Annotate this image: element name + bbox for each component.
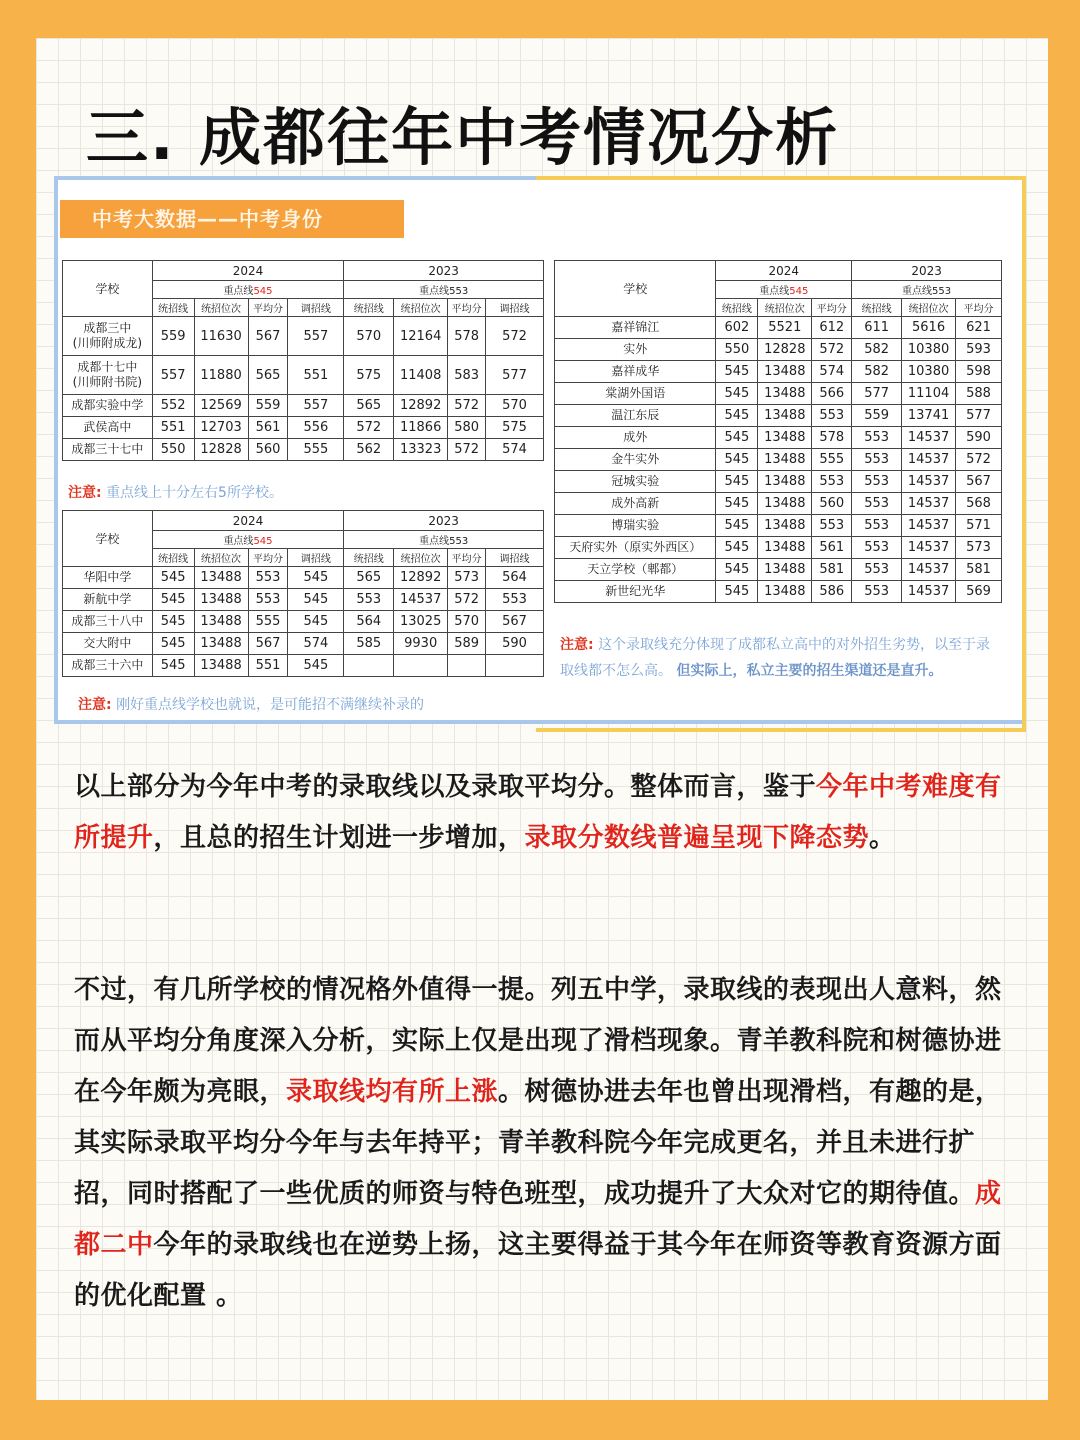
table-cell: 553 <box>852 449 902 471</box>
table-row <box>63 655 544 677</box>
table-cell: 581 <box>956 559 1002 581</box>
table-row <box>63 611 544 633</box>
note-text: 刚好重点线学校也就说，是可能招不满继续补录的 <box>116 697 425 713</box>
col-header: 统招位次 <box>394 549 448 567</box>
col-header: 平均分 <box>448 299 486 317</box>
col-header: 统招位次 <box>194 299 248 317</box>
table-cell: 5616 <box>902 317 956 339</box>
line-2024: 重点线545 <box>152 531 344 549</box>
year-2024-header: 2024 <box>152 511 344 531</box>
table-cell: 567 <box>956 471 1002 493</box>
table-cell: 13488 <box>194 567 248 589</box>
table-row <box>63 439 544 461</box>
note-2 <box>78 694 424 714</box>
col-header: 平均分 <box>248 299 288 317</box>
school-name: 成外 <box>555 427 716 449</box>
note-text: 这个录取线充分体现了成都私立高中的对外招生劣势，以至于录取线都不怎么高。 <box>560 637 991 679</box>
school-name: 金牛实外 <box>555 449 716 471</box>
table-cell <box>486 655 544 677</box>
table-row <box>555 449 1002 471</box>
table-cell: 590 <box>486 633 544 655</box>
table-cell: 550 <box>716 339 758 361</box>
col-header: 统招线 <box>344 299 394 317</box>
col-header: 统招位次 <box>394 299 448 317</box>
table-cell: 545 <box>288 611 344 633</box>
col-header: 平均分 <box>812 299 852 317</box>
table-cell: 577 <box>852 383 902 405</box>
table-cell <box>394 655 448 677</box>
line-2024: 重点线545 <box>152 281 344 299</box>
table-row <box>63 633 544 655</box>
school-name: 博瑞实验 <box>555 515 716 537</box>
table-cell: 570 <box>344 317 394 356</box>
table-cell: 578 <box>812 427 852 449</box>
table-cell: 572 <box>448 395 486 417</box>
table-cell: 567 <box>248 317 288 356</box>
table-cell: 13488 <box>758 581 812 603</box>
table-cell <box>448 655 486 677</box>
table-row <box>555 361 1002 383</box>
col-header: 平均分 <box>448 549 486 567</box>
school-name: 嘉祥锦江 <box>555 317 716 339</box>
school-name-line: 成都实验中学 <box>71 398 144 412</box>
col-header: 统招线 <box>852 299 902 317</box>
table-cell: 13488 <box>758 493 812 515</box>
school-name: 温江东辰 <box>555 405 716 427</box>
table-cell <box>344 655 394 677</box>
table-cell: 13025 <box>394 611 448 633</box>
table-cell: 582 <box>852 361 902 383</box>
table-cell: 550 <box>152 439 194 461</box>
note-text-bold: 但实际上，私立主要的招生渠道还是直升。 <box>676 663 943 679</box>
table-cell: 564 <box>344 611 394 633</box>
text-run: 。树德协进去年也曾出现滑档，有趣的是，其实际录取平均分今年与去年持平；青羊教科院今年完成更名，并且未进行扩招，同时搭配了一些优质的师资与特色班型，成功提升了大众对它的期待值。 <box>74 1077 1002 1209</box>
table-row <box>555 339 1002 361</box>
table-cell: 553 <box>344 589 394 611</box>
table-cell: 572 <box>486 317 544 356</box>
table-cell: 555 <box>288 439 344 461</box>
table-cell: 553 <box>852 559 902 581</box>
table-cell: 14537 <box>394 589 448 611</box>
line-2024: 重点线545 <box>716 281 852 299</box>
col-header: 平均分 <box>248 549 288 567</box>
table-cell: 574 <box>288 633 344 655</box>
table-cell: 11880 <box>194 356 248 395</box>
school-name <box>63 317 153 356</box>
table-borderline-schools <box>62 510 544 677</box>
table-cell: 13488 <box>758 383 812 405</box>
school-name-line: 成都十七中 <box>77 360 138 374</box>
table-cell: 557 <box>288 317 344 356</box>
table-cell: 13488 <box>194 589 248 611</box>
school-name: 成都三十六中 <box>63 655 153 677</box>
table-cell: 11630 <box>194 317 248 356</box>
school-name <box>63 439 153 461</box>
note-1 <box>68 482 283 502</box>
table-cell: 14537 <box>902 493 956 515</box>
col-header: 平均分 <box>956 299 1002 317</box>
col-header: 统招线 <box>152 549 194 567</box>
table-cell: 13323 <box>394 439 448 461</box>
table-cell: 553 <box>248 589 288 611</box>
table-cell: 10380 <box>902 339 956 361</box>
note-label: 注意: <box>78 697 112 713</box>
table-cell: 555 <box>248 611 288 633</box>
table-cell: 561 <box>248 417 288 439</box>
table-row <box>555 515 1002 537</box>
line-2023: 重点线553 <box>344 281 544 299</box>
table-cell: 568 <box>956 493 1002 515</box>
table-cell: 545 <box>716 559 758 581</box>
year-2023-header: 2023 <box>852 261 1002 281</box>
school-name: 天立学校（郫都） <box>555 559 716 581</box>
table-cell: 12164 <box>394 317 448 356</box>
table-cell: 621 <box>956 317 1002 339</box>
table-row <box>555 537 1002 559</box>
table-cell: 553 <box>852 427 902 449</box>
table-cell: 572 <box>956 449 1002 471</box>
table-cell: 553 <box>852 537 902 559</box>
table-cell: 545 <box>716 449 758 471</box>
table-cell: 574 <box>486 439 544 461</box>
table-cell: 13741 <box>902 405 956 427</box>
text-run: 以上部分为今年中考的录取线以及录取平均分。整体而言，鉴于 <box>74 772 817 802</box>
highlight-text: 录取分数线普遍呈现下降态势 <box>524 823 870 853</box>
table-cell: 9930 <box>394 633 448 655</box>
table-cell: 545 <box>152 633 194 655</box>
table-cell: 545 <box>716 581 758 603</box>
school-name-line: 成都三中 <box>83 321 132 335</box>
table-cell: 545 <box>288 589 344 611</box>
text-run: 今年的录取线也在逆势上扬，这主要得益于其今年在师资等教育资源方面的优化配置 。 <box>74 1230 1002 1311</box>
table-cell: 545 <box>716 493 758 515</box>
col-header: 统招线 <box>152 299 194 317</box>
table-cell: 572 <box>812 339 852 361</box>
table-cell: 14537 <box>902 427 956 449</box>
table-cell: 545 <box>716 515 758 537</box>
table-cell: 567 <box>248 633 288 655</box>
school-name-line: 武侯高中 <box>83 420 132 434</box>
table-cell: 598 <box>956 361 1002 383</box>
note-label: 注意: <box>68 485 102 501</box>
table-cell: 569 <box>956 581 1002 603</box>
table-cell: 556 <box>288 417 344 439</box>
table-cell: 13488 <box>758 405 812 427</box>
note-3 <box>560 632 1000 684</box>
highlight-text: 录取线均有所上涨 <box>286 1077 499 1107</box>
table-cell: 602 <box>716 317 758 339</box>
school-name <box>63 356 153 395</box>
school-name-line: 成都三十七中 <box>71 442 144 456</box>
table-row <box>555 471 1002 493</box>
banner: 中考大数据——中考身份 <box>60 200 404 238</box>
note-text: 重点线上十分左右5所学校。 <box>106 485 283 501</box>
table-cell: 573 <box>448 567 486 589</box>
table-row <box>555 493 1002 515</box>
table-private-schools <box>554 260 1002 603</box>
table-cell: 557 <box>152 356 194 395</box>
paragraph-2 <box>74 965 1010 1322</box>
table-cell: 572 <box>344 417 394 439</box>
table-cell: 565 <box>344 395 394 417</box>
table-cell: 13488 <box>758 427 812 449</box>
table-cell: 13488 <box>758 515 812 537</box>
col-header: 统招线 <box>716 299 758 317</box>
table-cell: 14537 <box>902 581 956 603</box>
table-cell: 553 <box>812 515 852 537</box>
table-cell: 545 <box>716 427 758 449</box>
table-cell: 582 <box>852 339 902 361</box>
line-2023: 重点线553 <box>852 281 1002 299</box>
school-name: 实外 <box>555 339 716 361</box>
text-run: 不过，有几所学校的情况格外值得一提。列五中学，录取线的表现出人意料，然而从平均分角度深入分析，实际上仅是出现了滑档现象。青羊教科院和树德协进在今年颇为亮眼， <box>74 975 1002 1107</box>
table-cell: 14537 <box>902 471 956 493</box>
text-run: 。 <box>869 823 896 853</box>
table-cell: 560 <box>248 439 288 461</box>
table-cell: 14537 <box>902 449 956 471</box>
table-cell: 545 <box>152 589 194 611</box>
table-row <box>63 589 544 611</box>
school-name <box>63 417 153 439</box>
table-cell: 13488 <box>758 537 812 559</box>
table-cell: 564 <box>486 567 544 589</box>
col-header: 统招位次 <box>194 549 248 567</box>
school-header: 学校 <box>555 261 716 317</box>
table-cell: 553 <box>852 581 902 603</box>
table-cell: 561 <box>812 537 852 559</box>
table-cell: 583 <box>448 356 486 395</box>
table-cell: 555 <box>812 449 852 471</box>
table-cell: 575 <box>344 356 394 395</box>
paragraph-1 <box>74 762 1010 864</box>
table-row <box>63 567 544 589</box>
table-cell: 545 <box>716 383 758 405</box>
col-header: 调招线 <box>486 549 544 567</box>
table-cell: 566 <box>812 383 852 405</box>
table-cell: 590 <box>956 427 1002 449</box>
table-cell: 559 <box>852 405 902 427</box>
data-panel <box>54 176 1026 724</box>
table-cell: 11866 <box>394 417 448 439</box>
school-name: 冠城实验 <box>555 471 716 493</box>
table-cell: 553 <box>852 493 902 515</box>
table-cell: 545 <box>152 611 194 633</box>
col-header: 统招位次 <box>758 299 812 317</box>
table-cell: 551 <box>248 655 288 677</box>
table-cell: 551 <box>152 417 194 439</box>
year-2024-header: 2024 <box>152 261 344 281</box>
table-row <box>63 356 544 395</box>
table-row <box>555 581 1002 603</box>
table-cell: 565 <box>248 356 288 395</box>
table-cell: 572 <box>448 439 486 461</box>
table-row <box>555 383 1002 405</box>
table-cell: 559 <box>248 395 288 417</box>
table-row <box>555 405 1002 427</box>
table-cell: 570 <box>486 395 544 417</box>
table-cell: 585 <box>344 633 394 655</box>
table-cell: 570 <box>448 611 486 633</box>
table-cell: 573 <box>956 537 1002 559</box>
table-cell: 545 <box>716 537 758 559</box>
year-2023-header: 2023 <box>344 511 544 531</box>
school-name-line: (川师附成龙) <box>72 336 143 350</box>
table-cell: 545 <box>716 471 758 493</box>
table-cell: 553 <box>248 567 288 589</box>
table-cell: 559 <box>152 317 194 356</box>
table-cell: 13488 <box>758 361 812 383</box>
table-key-schools <box>62 260 544 461</box>
paper-background <box>36 38 1048 1400</box>
school-name: 新世纪光华 <box>555 581 716 603</box>
col-header: 统招位次 <box>902 299 956 317</box>
table-cell: 12828 <box>194 439 248 461</box>
table-cell: 593 <box>956 339 1002 361</box>
table-cell: 12892 <box>394 567 448 589</box>
table-cell: 12569 <box>194 395 248 417</box>
table-cell: 545 <box>716 361 758 383</box>
year-2024-header: 2024 <box>716 261 852 281</box>
table-cell: 581 <box>812 559 852 581</box>
table-cell: 13488 <box>758 559 812 581</box>
school-name: 交大附中 <box>63 633 153 655</box>
table-cell: 13488 <box>758 449 812 471</box>
table-cell: 572 <box>448 589 486 611</box>
table-cell: 14537 <box>902 559 956 581</box>
table-cell: 612 <box>812 317 852 339</box>
table-cell: 577 <box>956 405 1002 427</box>
table-cell: 551 <box>288 356 344 395</box>
table-cell: 10380 <box>902 361 956 383</box>
table-cell: 553 <box>812 471 852 493</box>
table-cell: 577 <box>486 356 544 395</box>
table-cell: 12892 <box>394 395 448 417</box>
table-cell: 589 <box>448 633 486 655</box>
table-cell: 580 <box>448 417 486 439</box>
line-2023: 重点线553 <box>344 531 544 549</box>
table-cell: 11104 <box>902 383 956 405</box>
table-cell: 560 <box>812 493 852 515</box>
text-run: ，且总的招生计划进一步增加， <box>153 823 525 853</box>
table-cell: 575 <box>486 417 544 439</box>
note-label: 注意: <box>560 637 594 653</box>
school-name: 嘉祥成华 <box>555 361 716 383</box>
table-cell: 13488 <box>194 655 248 677</box>
table-cell: 565 <box>344 567 394 589</box>
school-name: 天府实外（原实外西区） <box>555 537 716 559</box>
table-cell: 552 <box>152 395 194 417</box>
col-header: 统招线 <box>344 549 394 567</box>
school-name: 成都三十八中 <box>63 611 153 633</box>
school-name: 新航中学 <box>63 589 153 611</box>
table-cell: 14537 <box>902 537 956 559</box>
table-cell: 545 <box>288 567 344 589</box>
table-cell: 571 <box>956 515 1002 537</box>
table-row <box>555 317 1002 339</box>
page-title: 三. 成都往年中考情况分析 <box>86 101 840 174</box>
table-cell: 611 <box>852 317 902 339</box>
table-cell: 574 <box>812 361 852 383</box>
col-header: 调招线 <box>486 299 544 317</box>
table-cell: 14537 <box>902 515 956 537</box>
table-cell: 588 <box>956 383 1002 405</box>
school-name-line: (川师附书院) <box>72 375 143 389</box>
school-name: 棠湖外国语 <box>555 383 716 405</box>
table-cell: 562 <box>344 439 394 461</box>
table-cell: 553 <box>486 589 544 611</box>
col-header: 调招线 <box>288 299 344 317</box>
table-cell: 545 <box>288 655 344 677</box>
table-cell: 12703 <box>194 417 248 439</box>
table-row <box>63 395 544 417</box>
table-cell: 12828 <box>758 339 812 361</box>
table-cell: 553 <box>852 471 902 493</box>
school-header: 学校 <box>63 511 153 567</box>
school-header: 学校 <box>63 261 153 317</box>
highlight-text: 今年中考难度有所提升 <box>74 772 1002 853</box>
table-cell: 11408 <box>394 356 448 395</box>
table-cell: 5521 <box>758 317 812 339</box>
table-cell: 567 <box>486 611 544 633</box>
table-row <box>555 559 1002 581</box>
table-cell: 545 <box>152 655 194 677</box>
table-cell: 13488 <box>194 633 248 655</box>
col-header: 调招线 <box>288 549 344 567</box>
highlight-text: 成都二中 <box>74 1179 1002 1260</box>
table-cell: 13488 <box>758 471 812 493</box>
table-cell: 586 <box>812 581 852 603</box>
table-cell: 553 <box>852 515 902 537</box>
school-name <box>63 395 153 417</box>
school-name: 成外高新 <box>555 493 716 515</box>
year-2023-header: 2023 <box>344 261 544 281</box>
table-row <box>63 417 544 439</box>
table-cell: 578 <box>448 317 486 356</box>
table-row <box>555 427 1002 449</box>
school-name: 华阳中学 <box>63 567 153 589</box>
table-cell: 557 <box>288 395 344 417</box>
table-cell: 13488 <box>194 611 248 633</box>
table-cell: 545 <box>716 405 758 427</box>
table-cell: 553 <box>812 405 852 427</box>
table-cell: 545 <box>152 567 194 589</box>
table-row <box>63 317 544 356</box>
